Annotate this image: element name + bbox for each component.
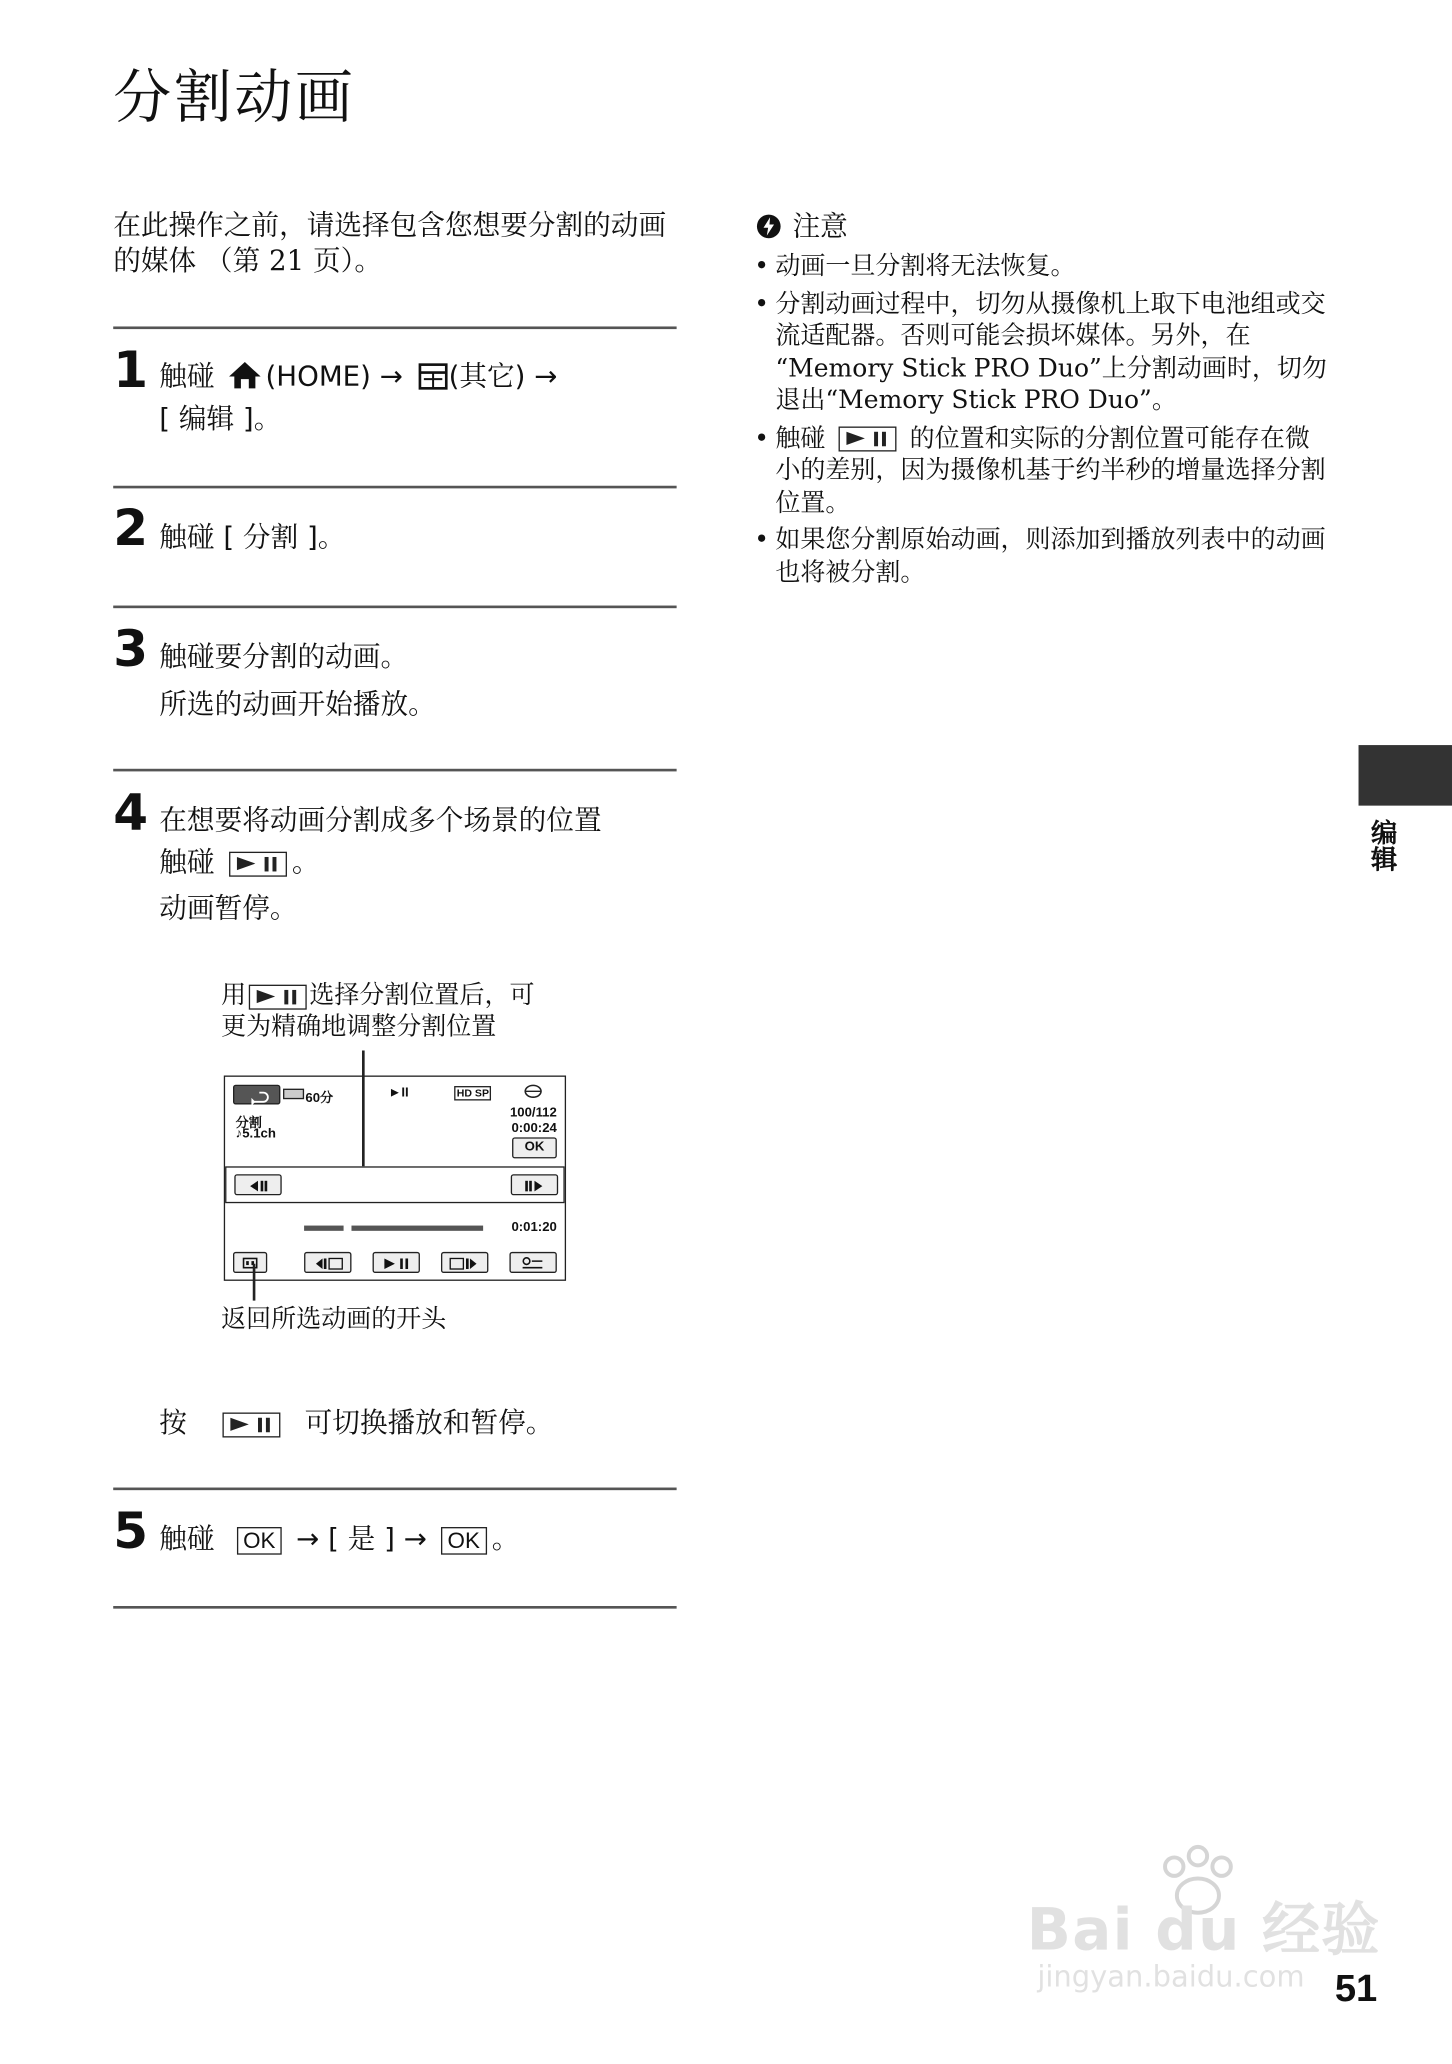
disc-icon <box>523 1083 544 1099</box>
press-text: 可切换播放和暂停。 <box>304 1407 554 1439</box>
next-frame-icon <box>512 1177 557 1195</box>
step-1-touch: 触碰 <box>159 360 215 393</box>
audio-label: ♪5.1ch <box>235 1126 276 1142</box>
press-note <box>159 1405 553 1442</box>
callout-top <box>221 979 616 1042</box>
callout-text-2: 更为精确地调整分割位置 <box>221 1012 497 1042</box>
progress-bar-right <box>351 1226 483 1231</box>
divider <box>113 486 676 489</box>
other-menu-icon <box>417 362 449 391</box>
play-pause-icon <box>222 1412 280 1437</box>
notes-heading-text: 注意 <box>792 210 848 243</box>
arrow: → <box>296 1523 320 1555</box>
return-icon <box>234 1089 279 1106</box>
note-text: 动画一旦分割将无法恢复。 <box>775 251 1076 281</box>
home-label: (HOME) <box>265 360 371 393</box>
battery-icon <box>283 1089 304 1100</box>
page-title: 分割动画 <box>113 64 356 132</box>
section-tab <box>1359 745 1452 806</box>
step-number: 5 <box>113 1502 149 1560</box>
step-4-text <box>159 799 679 883</box>
callout-text: 选择分割位置后，可 <box>309 980 535 1010</box>
prev-frame-button[interactable] <box>234 1174 281 1195</box>
note-item: • 如果您分割原始动画，则添加到播放列表中的动画也将被分割。 <box>754 525 1326 587</box>
frame-adjust-bar <box>225 1166 565 1203</box>
intro-text: 在此操作之前，请选择包含您想要分割的动画的媒体 （第 21 页）。 <box>113 209 667 277</box>
battery-time: 60分 <box>305 1091 334 1106</box>
back-button[interactable] <box>233 1085 280 1105</box>
progress-bar-left <box>304 1226 343 1231</box>
total-time: 0:01:20 <box>511 1220 557 1235</box>
play-pause-button[interactable] <box>373 1252 420 1273</box>
prev-frame-icon <box>236 1177 281 1195</box>
watermark-url: jingyan.baidu.com <box>1037 1961 1305 1995</box>
option-icon <box>511 1255 556 1273</box>
step-number: 4 <box>113 783 149 842</box>
period: 。 <box>291 846 320 879</box>
play-status: ►II <box>388 1086 409 1101</box>
note-text: 分割动画过程中，切勿从摄像机上取下电池组或交流适配器。否则可能会损坏媒体。另外，在 “Memory Stick PRO Duo”上分割动画时，切勿退出“Memory Stick PRO Duo”。 <box>775 288 1327 415</box>
play-pause-icon <box>839 427 897 452</box>
step-1-text <box>159 355 679 439</box>
screen-mode-label: 分割 <box>235 1116 262 1131</box>
period: 。 <box>491 1523 520 1555</box>
press-label: 按 <box>159 1407 187 1439</box>
forward-button[interactable] <box>441 1252 488 1273</box>
ok-key: OK <box>237 1526 282 1554</box>
clip-counter: 100/112 <box>509 1105 557 1121</box>
current-time: 0:00:24 <box>511 1121 557 1137</box>
step-3-text: 触碰要分割的动画。 <box>159 641 409 673</box>
divider <box>113 1606 676 1609</box>
forward-icon <box>442 1255 487 1273</box>
note-item: • 触碰 的位置和实际的分割位置可能存在微小的差别，因为摄像机基于约半秒的增量选择分割位置。 <box>754 423 1326 517</box>
step-4-sub: 动画暂停。 <box>159 892 298 925</box>
home-icon <box>226 359 263 391</box>
step-4-line1: 在想要将动画分割成多个场景的位置 <box>159 804 602 836</box>
step-5-text <box>159 1518 519 1560</box>
arrow: → <box>534 360 558 393</box>
caution-icon <box>756 213 782 239</box>
play-pause-icon <box>229 851 287 876</box>
step-number: 2 <box>113 498 149 557</box>
yes-label: [ 是 ] <box>328 1523 395 1555</box>
camera-screen <box>224 1075 566 1280</box>
divider <box>113 1488 676 1491</box>
note-text: 如果您分割原始动画，则添加到播放列表中的动画也将被分割。 <box>775 525 1326 587</box>
rewind-button[interactable] <box>304 1252 351 1273</box>
back-to-start-icon <box>234 1255 266 1273</box>
divider <box>113 326 676 329</box>
notes-list <box>753 250 1332 594</box>
quality-badge: HD SP <box>454 1086 491 1100</box>
step-number: 3 <box>113 620 149 678</box>
watermark-brand: Bai du 经验 <box>1026 1896 1381 1965</box>
step-3-sub: 所选的动画开始播放。 <box>159 688 436 721</box>
page-number: 51 <box>1334 1968 1378 2011</box>
arrow: → <box>379 360 403 393</box>
rewind-icon <box>305 1255 350 1273</box>
other-label: (其它) <box>448 360 526 393</box>
callout-line <box>253 1264 255 1301</box>
back-to-start-button[interactable] <box>233 1252 267 1273</box>
note-text: 触碰 <box>775 423 826 453</box>
ok-button[interactable]: OK <box>512 1137 557 1158</box>
next-frame-button[interactable] <box>511 1174 558 1195</box>
step-number: 1 <box>113 340 149 399</box>
note-item: • 分割动画过程中，切勿从摄像机上取下电池组或交流适配器。否则可能会损坏媒体。另外，在 “Memory Stick PRO Duo”上分割动画时，切勿退出“Memory Stick PRO Duo”。 <box>754 288 1327 415</box>
option-button[interactable] <box>509 1252 556 1273</box>
divider <box>113 606 676 609</box>
note-text: 的位置和实际的分割位置可能存在微小的差别，因为摄像机基于约半秒的增量选择分割位置。 <box>775 423 1326 517</box>
watermark <box>1026 1843 1381 2014</box>
divider <box>113 769 676 772</box>
play-pause-icon <box>374 1255 419 1273</box>
section-tab-label: 编辑 <box>1366 818 1399 872</box>
callout-bottom: 返回所选动画的开头 <box>221 1304 447 1334</box>
step-5-touch: 触碰 <box>159 1523 215 1555</box>
play-pause-icon <box>249 984 307 1009</box>
note-item: • 动画一旦分割将无法恢复。 <box>754 251 1076 281</box>
ok-key: OK <box>441 1526 486 1554</box>
step-2-text: 触碰 [ 分割 ]。 <box>159 521 346 553</box>
notes-heading <box>756 208 848 245</box>
callout-use: 用 <box>221 980 247 1010</box>
step-4-touch: 触碰 <box>159 846 215 879</box>
arrow: → <box>403 1523 427 1555</box>
step-1-edit: [ 编辑 ]。 <box>159 402 282 435</box>
